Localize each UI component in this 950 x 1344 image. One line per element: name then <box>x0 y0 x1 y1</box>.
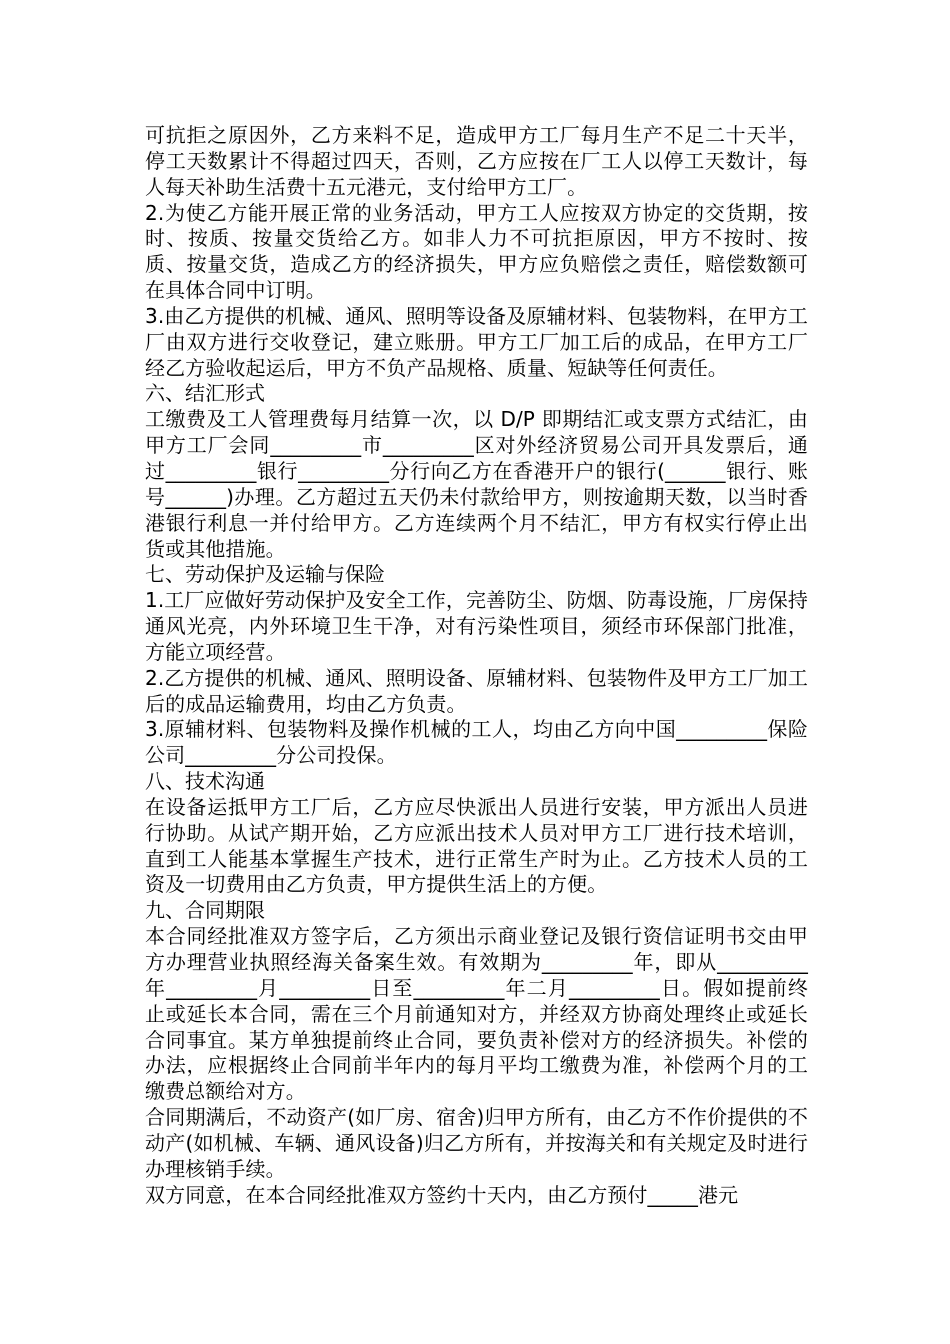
paragraph-clause-5-3: 3.由乙方提供的机械、通风、照明等设备及原辅材料、包装物料，在甲方工厂由双方进行交收登记，建立账册。甲方工厂加工后的成品，在甲方工厂经乙方验收起运后，甲方不负产品规格、质量、短缺等任何责任。 <box>145 303 808 380</box>
paragraph-settlement: 工缴费及工人管理费每月结算一次，以 D/P 即期结汇或支票方式结汇，由甲方工厂会同_________市_________区对外经济贸易公司开具发票后，通过_________银行_________分行向乙方在香港开户的银行(______银行、账号______)办理。乙方超过五天仍未付款给甲方，则按逾期天数，以当时香港银行利息一并付给甲方。乙方连续两个月不结汇，甲方有权实行停止出货或其他措施。 <box>145 407 808 561</box>
paragraph-clause-7-1: 1.工厂应做好劳动保护及安全工作，完善防尘、防烟、防毒设施，厂房保持通风光亮，内外环境卫生干净，对有污染性项目，须经市环保部门批准，方能立项经营。 <box>145 588 808 664</box>
paragraph-term: 本合同经批准双方签字后，乙方须出示商业登记及银行资信证明书交由甲方办理营业执照经海关备案生效。有效期为_________年，即从_________年_________月_________日至_________年二月_________日。假如提前终止或延长本合同，需在三个月前通知对方，并经双方协商处理终止或延长合同事宜。某方单独提前终止合同，要负责补偿对方的经济损失。补偿的办法，应根据终止合同前半年内的每月平均工缴费为准，补偿两个月的工缴费总额给对方。 <box>145 924 808 1104</box>
paragraph-clause-7-3: 3.原辅材料、包装物料及操作机械的工人，均由乙方向中国_________保险公司_________分公司投保。 <box>145 717 808 768</box>
section-heading-technical: 八、技术沟通 <box>145 769 265 794</box>
section-heading-term: 九、合同期限 <box>145 898 265 923</box>
section-heading-settlement: 六、结汇形式 <box>145 381 265 406</box>
paragraph-expiry: 合同期满后，不动资产(如厂房、宿舍)归甲方所有，由乙方不作价提供的不动产(如机械、车辆、通风设备)归乙方所有，并按海关和有关规定及时进行办理核销手续。 <box>145 1105 808 1181</box>
document-page <box>145 123 808 1208</box>
paragraph-prepayment: 双方同意，在本合同经批准双方签约十天内，由乙方预付_____港元 <box>145 1182 739 1207</box>
paragraph-clause-7-2: 2.乙方提供的机械、通风、照明设备、原辅材料、包装物件及甲方工厂加工后的成品运输费用，均由乙方负责。 <box>145 665 808 716</box>
paragraph-clause-5-2: 2.为使乙方能开展正常的业务活动，甲方工人应按双方协定的交货期，按时、按质、按量交货给乙方。如非人力不可抗拒原因，甲方不按时、按质、按量交货，造成乙方的经济损失，甲方应负赔偿之责任，赔偿数额可在具体合同中订明。 <box>145 200 808 303</box>
paragraph-clause-5-1-continued: 可抗拒之原因外，乙方来料不足，造成甲方工厂每月生产不足二十天半，停工天数累计不得超过四天，否则，乙方应按在厂工人以停工天数计，每人每天补助生活费十五元港元，支付给甲方工厂。 <box>145 123 808 199</box>
section-heading-labor-protection: 七、劳动保护及运输与保险 <box>145 562 385 587</box>
paragraph-technical: 在设备运抵甲方工厂后，乙方应尽快派出人员进行安装，甲方派出人员进行协助。从试产期开始，乙方应派出技术人员对甲方工厂进行技术培训，直到工人能基本掌握生产技术，进行正常生产时为止。乙方技术人员的工资及一切费用由乙方负责，甲方提供生活上的方便。 <box>145 794 808 897</box>
